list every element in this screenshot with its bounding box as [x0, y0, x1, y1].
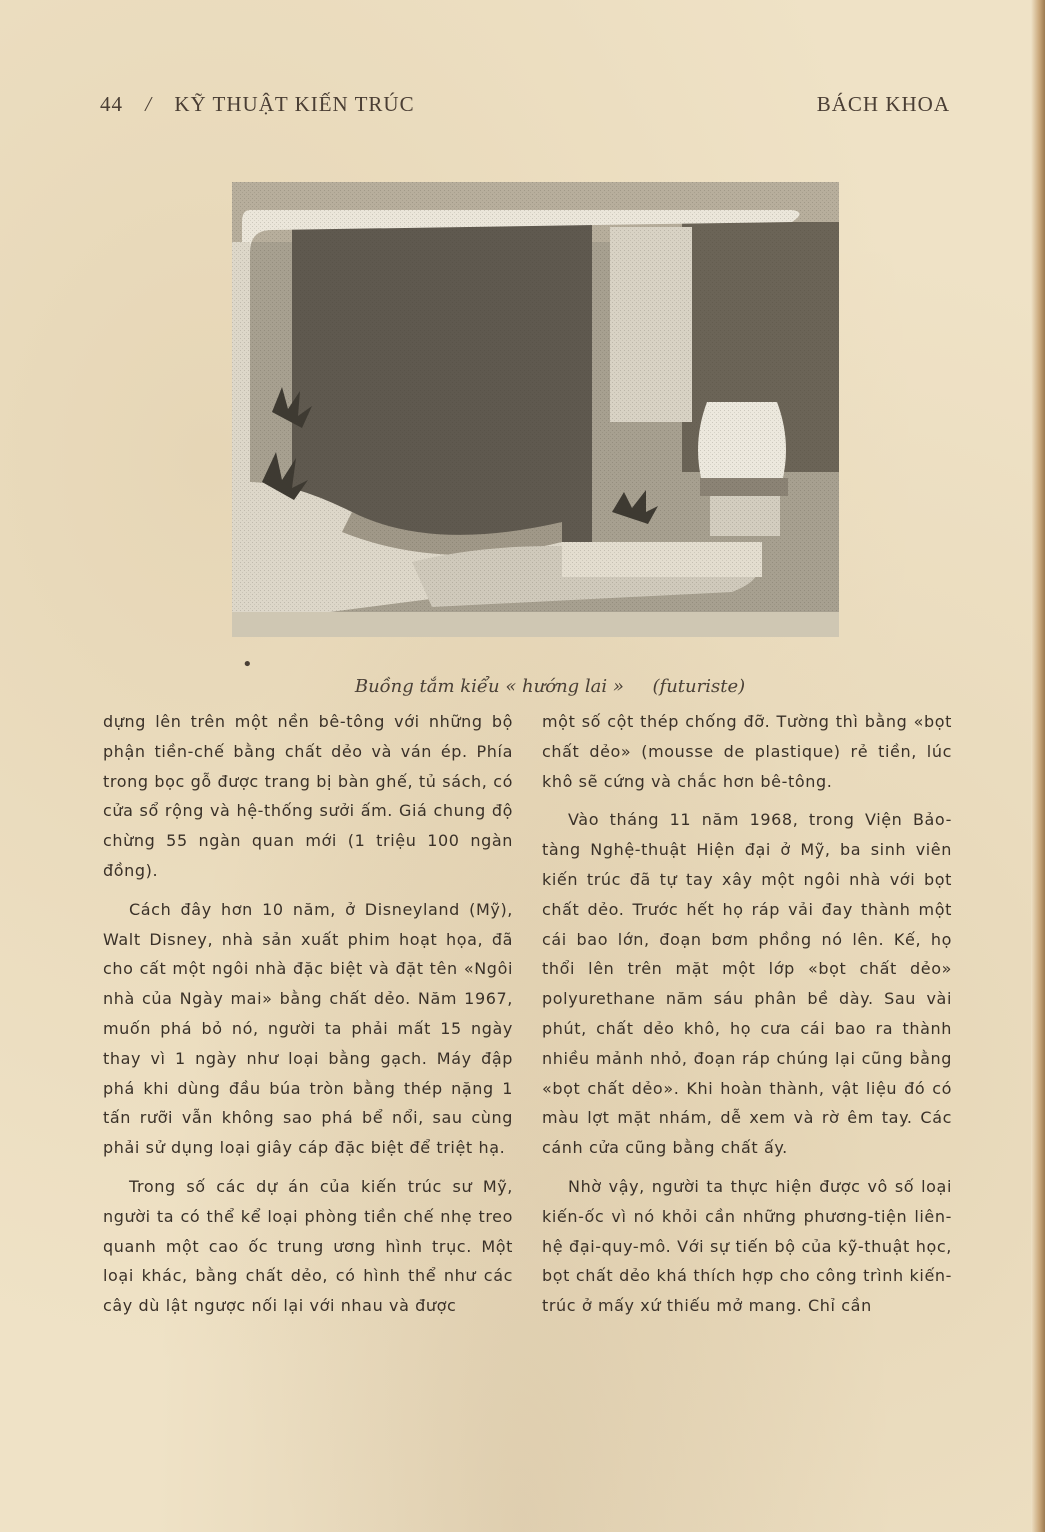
page-number: 44: [100, 92, 123, 116]
page-edge: [1031, 0, 1045, 1532]
paragraph: Vào tháng 11 năm 1968, trong Viện Bảo-tàng Nghệ-thuật Hiện đại ở Mỹ, ba sinh viên kiến trúc đã tự tay xây một ngôi nhà với bọt chất dẻo. Trước hết họ ráp vải đay thành một cái bao lớn, đoạn bơm phồng nó lên. Kế, họ thổi lên trên mặt một lớp «bọt chất dẻo» polyurethane năm sáu phân bề dày. Sau vài phút, chất dẻo khô, họ cưa cái bao ra thành nhiều mảnh nhỏ, đoạn ráp chúng lại cũng bằng «bọt chất dẻo». Khi hoàn thành, vật liệu đó có màu lợt mặt nhám, dễ xem và rờ êm tay. Các cánh cửa cũng bằng chất ấy.: [542, 810, 952, 1158]
paragraph: một số cột thép chống đỡ. Tường thì bằng «bọt chất dẻo» (mousse de plastique) rẻ tiền, lúc khô sẽ cứng và chắc hơn bê-tông.: [542, 712, 952, 791]
magazine-title: BÁCH KHOA: [816, 92, 950, 116]
paragraph: dựng lên trên một nền bê-tông với những bộ phận tiền-chế bằng chất dẻo và ván ép. Phía trong bọc gỗ được trang bị bàn ghế, tủ sách, có cửa sổ rộng và hệ-thống sưởi ấm. Giá chung độ chừng 55 ngàn quan mới (1 triệu 100 ngàn đồng).: [103, 712, 513, 880]
column-right: [542, 707, 952, 1330]
bathroom-photo: [232, 182, 839, 637]
caption-text: Buồng tắm kiểu « hướng lai »: [354, 676, 624, 697]
section-title: KỸ THUẬT KIẾN TRÚC: [174, 92, 415, 116]
caption-note: (futuriste): [652, 676, 746, 697]
header-left: [100, 92, 415, 117]
running-header: [100, 92, 950, 122]
photo-caption: [242, 654, 850, 697]
header-separator: /: [145, 92, 153, 116]
paragraph: Cách đây hơn 10 năm, ở Disneyland (Mỹ), Walt Disney, nhà sản xuất phim hoạt họa, đã cho cất một ngôi nhà đặc biệt và đặt tên «Ngôi nhà của Ngày mai» bằng chất dẻo. Năm 1967, muốn phá bỏ nó, người ta phải mất 15 ngày thay vì 1 ngày như loại bằng gạch. Máy đập phá khi dùng đầu búa tròn bằng thép nặng 1 tấn rưỡi vẫn không sao phá bể nổi, sau cùng phải sử dụng loại giây cáp đặc biệt để triệt hạ.: [103, 899, 513, 1158]
photo-illustration: [232, 182, 839, 637]
paragraph: Trong số các dự án của kiến trúc sư Mỹ, người ta có thể kể loại phòng tiền chế nhẹ treo quanh một cao ốc trung ương hình trục. Một loại khác, bằng chất dẻo, có hình thể như các cây dù lật ngược nối lại với nhau và được: [103, 1176, 513, 1316]
paragraph: Nhờ vậy, người ta thực hiện được vô số loại kiến-ốc vì nó khỏi cần những phương-tiện liên-hệ đại-quy-mô. Với sự tiến bộ của kỹ-thuật học, bọt chất dẻo khá thích hợp cho công trình kiến-trúc ở mấy xứ thiếu mở mang. Chỉ cần: [542, 1176, 952, 1316]
column-left: [103, 707, 513, 1330]
caption-marker-icon: •: [242, 654, 253, 675]
